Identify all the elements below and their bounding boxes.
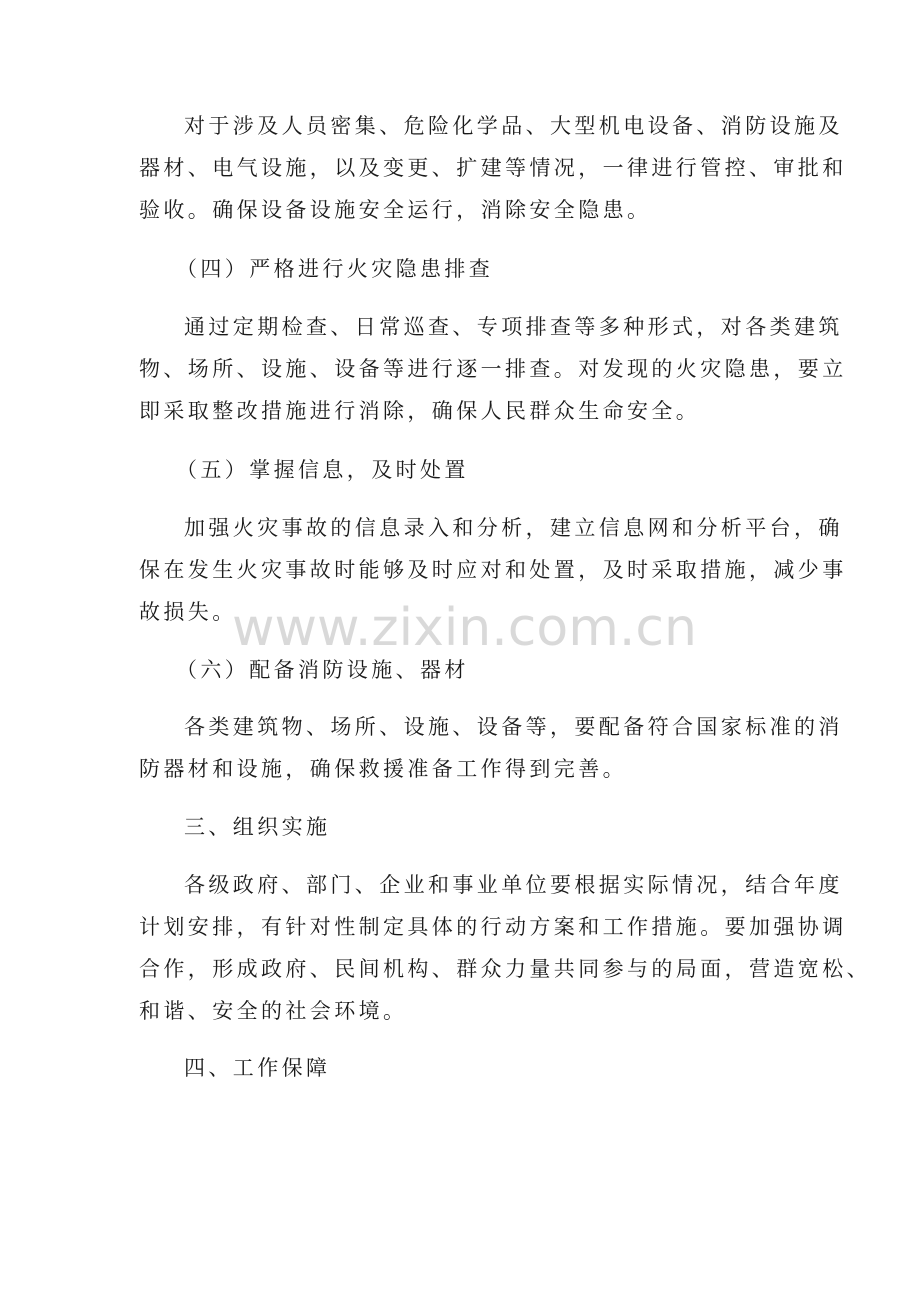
- section-heading-4: （四）严格进行火灾隐患排查: [176, 257, 494, 281]
- section-heading-6: （六）配备消防设施、器材: [176, 658, 469, 682]
- paragraph-line: 通过定期检查、日常巡查、专项排查等多种形式，对各类建筑: [184, 315, 843, 339]
- paragraph-line: 故损失。: [139, 600, 237, 624]
- paragraph-line: 即采取整改措施进行消除，确保人民群众生命安全。: [139, 399, 701, 423]
- paragraph-line: 物、场所、设施、设备等进行逐一排查。对发现的火灾隐患，要立: [139, 357, 847, 381]
- watermark-text: www.zixin.com.cn: [232, 598, 697, 658]
- paragraph-line: 加强火灾事故的信息录入和分析，建立信息网和分析平台，确: [184, 516, 843, 540]
- paragraph-line: 器材、电气设施，以及变更、扩建等情况，一律进行管控、审批和: [139, 156, 847, 180]
- section-heading-three: 三、组织实施: [184, 815, 331, 839]
- paragraph-line: 计划安排，有针对性制定具体的行动方案和工作措施。要加强协调: [139, 915, 847, 939]
- section-heading-5: （五）掌握信息，及时处置: [176, 458, 469, 482]
- paragraph-line: 和谐、安全的社会环境。: [139, 999, 408, 1023]
- paragraph-line: 合作，形成政府、民间机构、群众力量共同参与的局面，营造宽松、: [139, 957, 871, 981]
- section-heading-four: 四、工作保障: [184, 1056, 331, 1080]
- paragraph-line: 验收。确保设备设施安全运行，消除安全隐患。: [139, 198, 652, 222]
- paragraph-line: 各级政府、部门、企业和事业单位要根据实际情况，结合年度: [184, 873, 843, 897]
- paragraph-line: 保在发生火灾事故时能够及时应对和处置，及时采取措施，减少事: [139, 558, 847, 582]
- paragraph-line: 各类建筑物、场所、设施、设备等，要配备符合国家标准的消: [184, 715, 843, 739]
- paragraph-line: 对于涉及人员密集、危险化学品、大型机电设备、消防设施及: [184, 114, 843, 138]
- paragraph-line: 防器材和设施，确保救援准备工作得到完善。: [139, 757, 627, 781]
